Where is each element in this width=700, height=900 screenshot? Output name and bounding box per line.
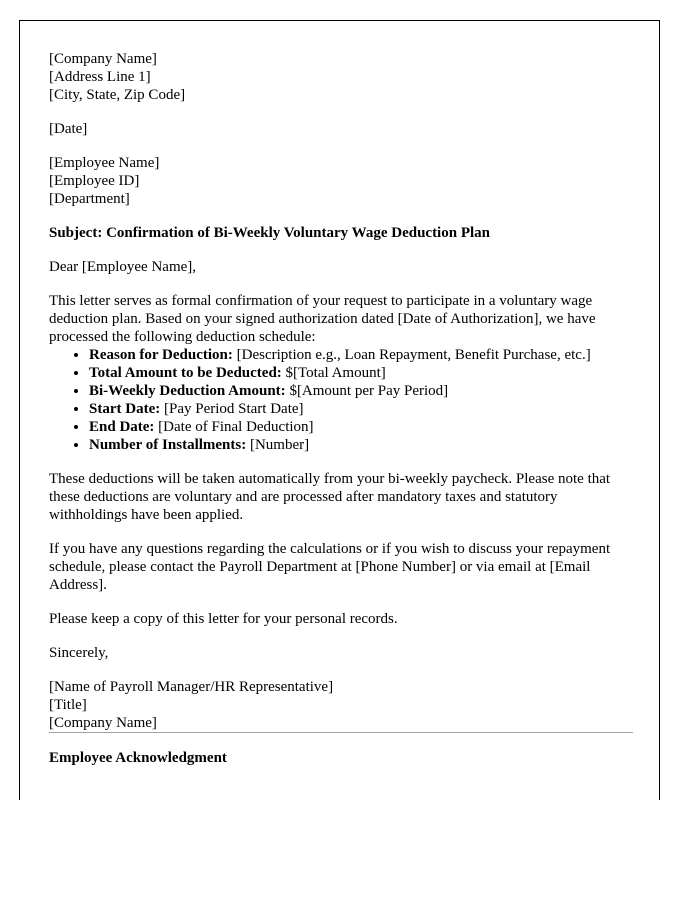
recipient-department: [Department] — [49, 191, 130, 207]
acknowledgment-title: Employee Acknowledgment — [49, 750, 227, 766]
detail-label: End Date: — [89, 419, 155, 435]
date-text: [Date] — [49, 121, 88, 137]
detail-label: Reason for Deduction: — [89, 347, 233, 363]
signatory-name: [Name of Payroll Manager/HR Representative] — [49, 679, 334, 695]
intro-paragraph: This letter serves as formal confirmation of your request to participate in a voluntary wage deduction plan. Based on your signed authorization dated [Date of Authorization], we have processed the following deduction schedule: — [49, 293, 596, 345]
deductions-paragraph: These deductions will be taken automatically from your bi-weekly paycheck. Please note that these deductions are voluntary and are processed after mandatory taxes and statutory withholdings have been applied. — [49, 471, 611, 523]
detail-label: Number of Installments: — [89, 437, 247, 453]
signatory-title: [Title] — [49, 697, 87, 713]
records-paragraph: Please keep a copy of this letter for your personal records. — [49, 611, 398, 627]
closing: Sincerely, — [49, 645, 109, 661]
letter-date — [49, 120, 633, 138]
detail-reason — [89, 346, 633, 364]
detail-value: [Description e.g., Loan Repayment, Benefit Purchase, etc.] — [232, 347, 591, 363]
sender-address-line-1: [Address Line 1] — [49, 69, 151, 85]
deduction-details-list — [49, 346, 633, 454]
subject-line: Subject: Confirmation of Bi-Weekly Voluntary Wage Deduction Plan — [49, 225, 490, 241]
detail-label: Total Amount to be Deducted: — [89, 365, 282, 381]
recipient-employee-id: [Employee ID] — [49, 173, 140, 189]
salutation: Dear [Employee Name], — [49, 259, 197, 275]
detail-value: [Pay Period Start Date] — [160, 401, 304, 417]
detail-value: [Number] — [246, 437, 310, 453]
detail-label: Bi-Weekly Deduction Amount: — [89, 383, 286, 399]
detail-start-date — [89, 400, 633, 418]
sender-company-name: [Company Name] — [49, 51, 157, 67]
recipient-address — [49, 154, 633, 208]
questions-paragraph: If you have any questions regarding the calculations or if you wish to discuss your repayment schedule, please contact the Payroll Department at [Phone Number] or via email at [Email Address]. — [49, 541, 611, 593]
detail-total-amount — [89, 364, 633, 382]
signatory-company: [Company Name] — [49, 715, 157, 731]
letter-content — [49, 50, 633, 767]
letter-page — [19, 20, 660, 800]
section-divider — [49, 732, 633, 733]
detail-end-date — [89, 418, 633, 436]
detail-value: $[Total Amount] — [281, 365, 386, 381]
sender-address — [49, 50, 633, 104]
detail-biweekly-amount — [89, 382, 633, 400]
detail-installments — [89, 436, 633, 454]
detail-value: $[Amount per Pay Period] — [285, 383, 449, 399]
recipient-employee-name: [Employee Name] — [49, 155, 160, 171]
sender-city-state-zip: [City, State, Zip Code] — [49, 87, 186, 103]
signature-block — [49, 678, 633, 732]
detail-label: Start Date: — [89, 401, 161, 417]
detail-value: [Date of Final Deduction] — [154, 419, 314, 435]
